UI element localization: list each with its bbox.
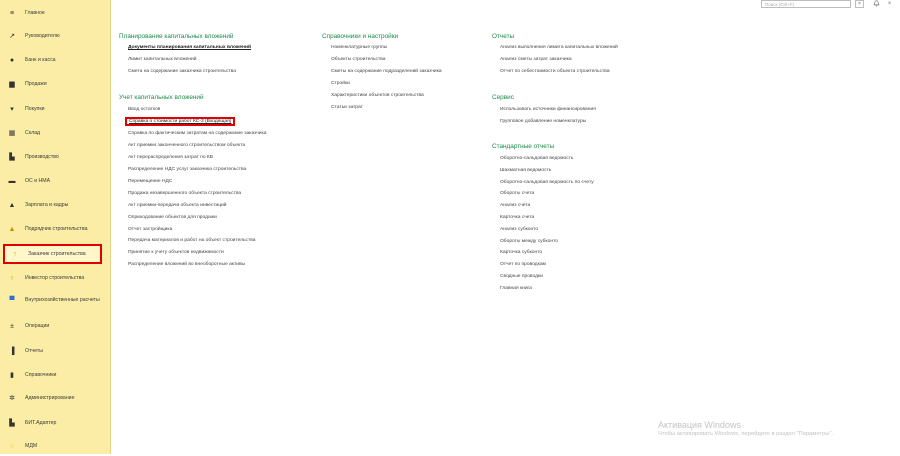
sidebar-item-2[interactable] (0, 50, 110, 70)
link-c3t-9[interactable]: Отчет по проводкам (500, 262, 546, 268)
worker-icon: ▲ (8, 225, 16, 233)
sidebar-item-label: Администрирование (25, 395, 75, 401)
sidebar-item-label: Справочники (25, 372, 57, 378)
sidebar-item-0[interactable] (0, 3, 110, 23)
investor-icon: ↑ (10, 274, 14, 282)
sidebar-item-label: Внутрихозяйственные расчеты (25, 297, 100, 303)
sidebar-item-label: Покупки (25, 106, 45, 112)
sidebar-item-label: Склад (25, 130, 41, 136)
operations-icon: ± (10, 322, 14, 330)
link-c1s2-1[interactable]: Справка о стоимости работ КС-3 (Входящая) (125, 117, 235, 126)
link-c3t-3[interactable]: Обороты счета (500, 191, 535, 197)
link-c3s-1[interactable]: Групповое добавление номенклатуры (500, 119, 587, 124)
sidebar-item-15[interactable] (0, 365, 110, 385)
sidebar-item-label: Банк и касса (25, 57, 56, 63)
link-c1s1-1[interactable]: Лимит капитальных вложений (128, 57, 197, 62)
sidebar (0, 0, 111, 454)
sidebar-item-label: Заказчик строительства (28, 251, 86, 257)
sidebar-item-12[interactable] (0, 290, 110, 310)
link-c3t-1[interactable]: Шахматная ведомость (500, 167, 552, 173)
trend-icon: ↗ (9, 33, 15, 40)
link-c3t-5[interactable]: Карточка счета (500, 215, 535, 220)
gear-icon: ✲ (9, 395, 15, 402)
exchange-icon: ▀ (9, 296, 15, 304)
sidebar-item-1[interactable] (0, 26, 110, 46)
sidebar-item-6[interactable] (0, 147, 110, 167)
link-c2-3[interactable]: Стройки (331, 80, 350, 86)
cart-icon: ▾ (10, 106, 14, 113)
sidebar-item-9[interactable] (0, 219, 110, 239)
sidebar-item-14[interactable] (0, 341, 110, 361)
sidebar-item-label: Главное (25, 10, 45, 16)
book-icon: ▮ (10, 372, 14, 379)
link-c2-5[interactable]: Статьи затрат (331, 104, 363, 110)
sidebar-item-13[interactable] (0, 316, 110, 336)
bar-chart-icon: ▐ (9, 347, 15, 355)
adapter-icon: ▙ (9, 420, 15, 427)
link-c1s2-6[interactable]: Перемещение НДС (128, 178, 173, 184)
section-title-reports: Отчеты (492, 33, 515, 40)
link-c1s2-8[interactable]: Акт приемки-передачи объекта инвестиций (128, 202, 227, 208)
link-c1s1-0[interactable]: Документы планирования капитальных вложений (128, 45, 251, 50)
sidebar-item-label: Подрядчик строительства (25, 226, 88, 232)
link-c1s2-4[interactable]: Акт перераспределения затрат по КВ (128, 154, 214, 160)
menu-icon: ≡ (9, 9, 15, 17)
link-c1s2-0[interactable]: Ввод остатков (128, 107, 161, 112)
sidebar-item-10[interactable] (3, 244, 102, 264)
link-c3r-2[interactable]: Отчет по себестоимости объекта строительства (500, 69, 610, 74)
sidebar-item-label: БИТ.Адаптер (25, 420, 57, 426)
sidebar-item-16[interactable] (0, 388, 110, 408)
coins-icon: ● (9, 56, 15, 64)
sidebar-item-label: Продажи (25, 81, 47, 87)
link-c2-1[interactable]: Объекты строительства (331, 56, 386, 62)
sidebar-item-label: Отчеты (25, 348, 43, 354)
search-input[interactable]: Поиск (Ctrl+F) (761, 0, 851, 8)
sidebar-item-label: МДМ (25, 443, 38, 449)
link-c2-0[interactable]: Номенклатурные группы (331, 45, 388, 50)
link-c1s2-9[interactable]: Оприходование объектов для продажи (128, 214, 217, 220)
bag-icon: ▆ (9, 81, 15, 88)
sidebar-item-3[interactable] (0, 74, 110, 94)
watermark-title: Активация Windows (658, 420, 741, 430)
person-icon: ▲ (8, 201, 16, 209)
link-c2-2[interactable]: Сметы на содержание подразделений заказчика (331, 68, 442, 74)
link-c1s2-12[interactable]: Принятие к учету объектов недвижимости (128, 250, 224, 256)
section-title-accounting: Учет капитальных вложений (119, 94, 204, 101)
sidebar-item-label: Руководителю (25, 33, 60, 39)
link-c2-4[interactable]: Характеристики объектов строительства (331, 92, 424, 98)
link-c3t-6[interactable]: Анализ субконто (500, 226, 539, 232)
sidebar-item-4[interactable] (0, 99, 110, 119)
link-c1s2-2[interactable]: Справка по фактическим затратам на содержание заказчика (128, 130, 267, 136)
link-c1s2-5[interactable]: Распределение НДС услуг заказчика строительства (128, 166, 247, 172)
link-c1s1-2[interactable]: Смета на содержание заказчика строительства (128, 69, 236, 74)
mdm-icon: ○ (9, 442, 15, 450)
link-c3s-0[interactable]: Использовать источники финансирования (500, 107, 596, 112)
link-c1s2-13[interactable]: Распределение вложений во внеоборотные активы (128, 262, 246, 268)
sidebar-item-label: Зарплата и кадры (25, 202, 69, 208)
sidebar-item-17[interactable] (0, 413, 110, 433)
link-c3t-4[interactable]: Анализ счета (500, 203, 531, 209)
watermark-text: Чтобы активировать Windows, перейдите в раздел "Параметры". (658, 431, 834, 437)
section-title-service: Сервис (492, 94, 514, 101)
sidebar-item-7[interactable] (0, 171, 110, 191)
link-c1s2-7[interactable]: Продажа незавершенного объекта строительства (128, 190, 242, 196)
truck-icon: ▬ (8, 177, 16, 185)
link-c3t-8[interactable]: Карточка субконто (500, 250, 543, 256)
link-c1s2-3[interactable]: Акт приемки законченного строительством объекта (128, 142, 246, 148)
sidebar-item-11[interactable] (0, 268, 110, 288)
sidebar-item-label: ОС и НМА (25, 178, 51, 184)
link-c1s2-10[interactable]: Отчет застройщика (128, 226, 173, 232)
link-c3r-1[interactable]: Анализ сметы затрат заказчика (500, 57, 572, 62)
link-c3t-10[interactable]: Сводные проводки (500, 274, 543, 279)
link-c3t-0[interactable]: Оборотно-сальдовая ведомость (500, 156, 574, 161)
warehouse-icon: ▦ (8, 130, 16, 137)
sidebar-item-label: Инвестор строительства (25, 275, 85, 281)
section-title-planning: Планирование капитальных вложений (119, 33, 234, 40)
factory-icon: ▙ (9, 154, 15, 161)
sidebar-item-8[interactable] (0, 195, 110, 215)
link-c3t-2[interactable]: Оборотно-сальдовая ведомость по счету (500, 179, 594, 185)
close-icon[interactable]: × (887, 1, 892, 7)
link-c3t-7[interactable]: Обороты между субконто (500, 238, 558, 244)
sidebar-item-5[interactable] (0, 123, 110, 143)
bell-icon[interactable] (872, 0, 881, 8)
link-c3r-0[interactable]: Анализ выполнения лимита капитальных вложений (500, 45, 618, 50)
windows-activation-watermark (658, 420, 833, 437)
link-c1s2-11[interactable]: Передача материалов и работ на объект строительства (128, 238, 256, 244)
section-title-references: Справочники и настройки (322, 33, 399, 40)
sidebar-item-label: Операции (25, 323, 50, 329)
sidebar-item-label: Производство (25, 154, 59, 160)
link-c3t-11[interactable]: Главная книга (500, 285, 532, 291)
search-clear-button[interactable]: × (855, 0, 864, 8)
sidebar-item-18[interactable] (0, 436, 110, 456)
customer-icon: ↑ (13, 250, 17, 258)
section-title-standard-reports: Стандартные отчеты (492, 143, 555, 150)
